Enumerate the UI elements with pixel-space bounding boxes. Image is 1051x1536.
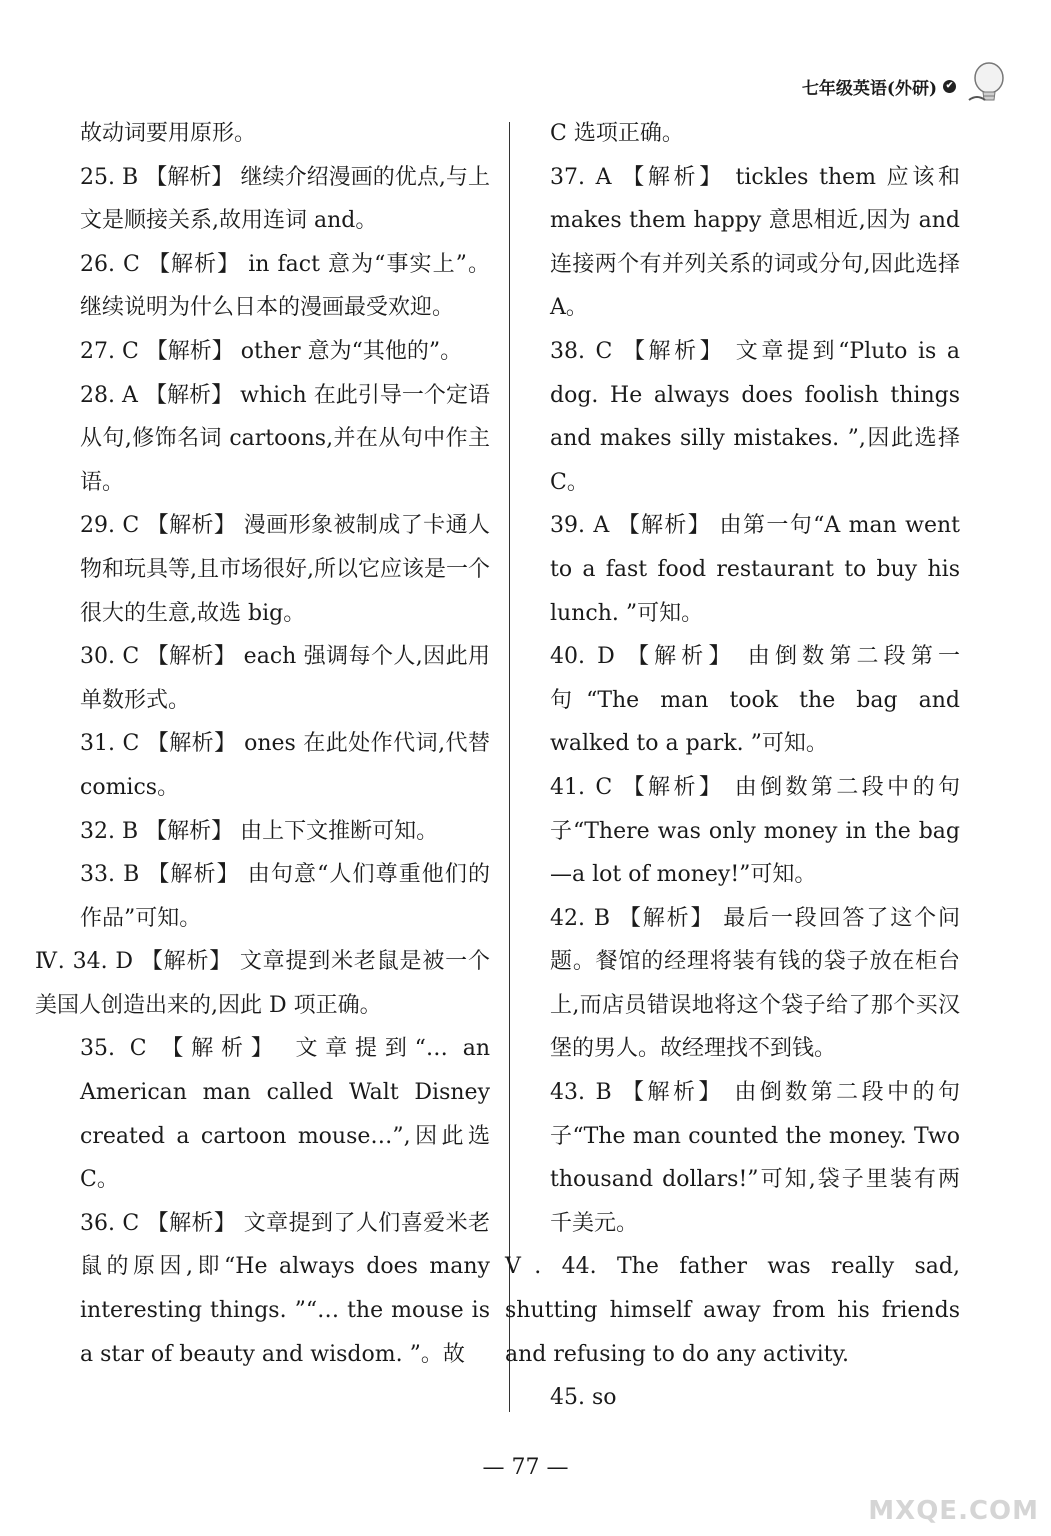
lightbulb-icon <box>963 60 1011 108</box>
answer-entry: 45. so <box>550 1385 617 1411</box>
section-answer-entry: Ⅳ. 34. D 【解析】 文章提到米老鼠是被一个美国人创造出来的,因此 D 项正确。 <box>35 949 490 1018</box>
answer-entry: 28. A 【解析】 which 在此引导一个定语从句,修饰名词 cartoons,并在从句中作主语。 <box>80 382 490 495</box>
section-answer-entry: Ⅴ. 44. The father was really sad, shutting himself away from his friends and refusing to do any activity. <box>505 1254 960 1367</box>
answer-entry: 33. B 【解析】 由句意“人们尊重他们的作品”可知。 <box>80 862 490 931</box>
answer-entry: 31. C 【解析】 ones 在此处作代词,代替 comics。 <box>80 731 490 800</box>
running-header <box>802 74 956 99</box>
answer-entry: 26. C 【解析】 in fact 意为“事实上”。继续说明为什么日本的漫画最受欢迎。 <box>80 251 490 321</box>
answer-entry: 36. C 【解析】 文章提到了人们喜爱米老鼠的原因,即“He always does many interesting things. ”“… the mouse is a star of beauty and wisdom. ”。故 <box>80 1210 490 1367</box>
answer-entry: 35. C 【解析】 文章提到“… an American man called Walt Disney created a cartoon mouse…”,因此选 C。 <box>80 1036 490 1193</box>
header-title: 七年级英语(外研) <box>801 79 937 99</box>
answer-entry: 42. B 【解析】 最后一段回答了这个问题。餐馆的经理将装有钱的袋子放在柜台上,而店员错误地将这个袋子给了那个买汉堡的男人。故经理找不到钱。 <box>550 905 960 1062</box>
answer-entry: 32. B 【解析】 由上下文推断可知。 <box>80 818 439 844</box>
column-divider <box>509 122 510 1412</box>
answer-entry: 43. B 【解析】 由倒数第二段中的句子“The man counted the money. Two thousand dollars!”可知,袋子里装有两千美元。 <box>550 1080 960 1236</box>
answer-entry: 30. C 【解析】 each 强调每个人,因此用单数形式。 <box>80 644 490 713</box>
right-column <box>505 112 960 1420</box>
watermark-logo <box>859 1436 1039 1526</box>
page-number: — 77 — <box>482 1455 569 1480</box>
answer-entry: 故动词要用原形。 <box>80 121 257 146</box>
answer-entry: 25. B 【解析】 继续介绍漫画的优点,与上文是顺接关系,故用连词 and。 <box>80 164 490 234</box>
left-column <box>35 112 490 1376</box>
answer-entry: C 选项正确。 <box>550 121 684 146</box>
answer-entry: 27. C 【解析】 other 意为“其他的”。 <box>80 338 463 364</box>
answer-entry: 29. C 【解析】 漫画形象被制成了卡通人物和玩具等,且市场很好,所以它应该是一个很大的生意,故选 big。 <box>80 513 490 626</box>
check-icon: ✔ <box>943 80 956 93</box>
answer-entry: 39. A 【解析】 由第一句“A man went to a fast food restaurant to buy his lunch. ”可知。 <box>550 513 960 626</box>
answer-entry: 37. A 【解析】 tickles them 应该和 makes them happy 意思相近,因为 and 连接两个有并列关系的词或分句,因此选择 A。 <box>550 164 960 321</box>
answer-entry: 41. C 【解析】 由倒数第二段中的句子“There was only money in the bag—a lot of money!”可知。 <box>550 774 960 888</box>
answer-entry: 40. D 【解析】 由倒数第二段第一句“The man took the bag and walked to a park. ”可知。 <box>550 644 960 757</box>
answer-entry: 38. C 【解析】 文章提到“Pluto is a dog. He always does foolish things and makes silly mistakes. ”,因此选择 C。 <box>550 338 960 495</box>
watermark-text: MXQE.COM <box>868 1496 1039 1526</box>
